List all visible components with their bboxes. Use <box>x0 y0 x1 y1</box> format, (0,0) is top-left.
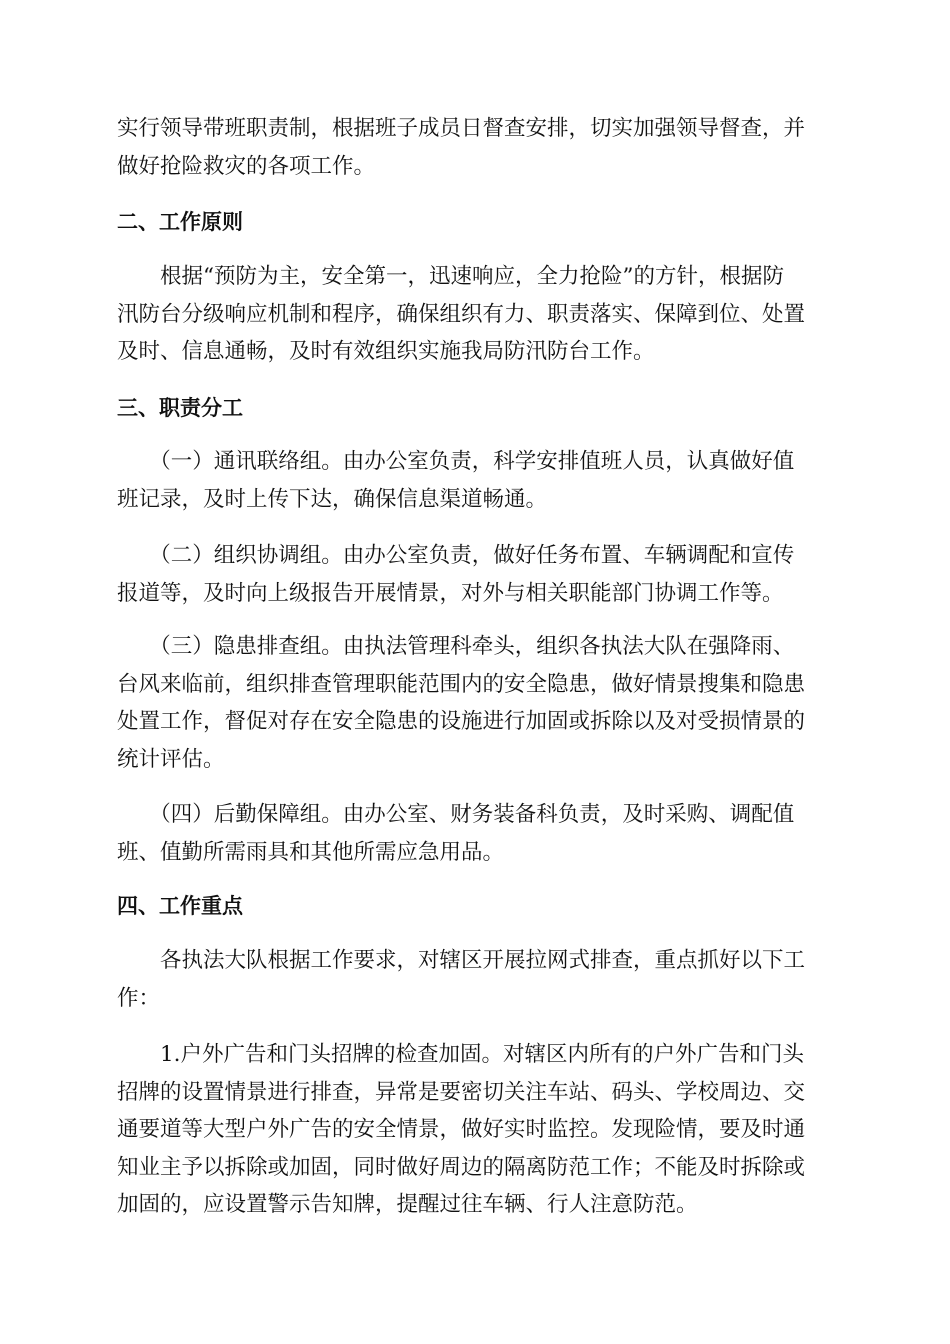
principles-paragraph: 根据“预防为主，安全第一，迅速响应，全力抢险”的方针，根据防 汛防台分级响应机制和程序，确保组织有力、职责落实、保障到位、处置 及时、信息通畅，及时有效组织实施我局防汛防台工作。 <box>117 264 806 364</box>
duty-item-hazard-inspection: （三）隐患排查组。由执法管理科牵头，组织各执法大队在强降雨、 台风来临前，组织排查管理职能范围内的安全隐患，做好情景搜集和隐患 处置工作，督促对存在安全隐患的设施进行加固或拆除以及对受损情景的 统计评估。 <box>117 634 806 772</box>
section-heading-duties: 三、职责分工 <box>117 396 243 420</box>
focus-paragraph: 各执法大队根据工作要求，对辖区开展拉网式排查，重点抓好以下工 作： <box>117 948 806 1011</box>
duty-item-coordination: （二）组织协调组。由办公室负责，做好任务布置、车辆调配和宣传 报道等，及时向上级报告开展情景，对外与相关职能部门协调工作等。 <box>117 543 795 606</box>
intro-paragraph: 实行领导带班职责制，根据班子成员日督查安排，切实加强领导督查，并 做好抢险救灾的各项工作。 <box>117 116 806 179</box>
section-heading-principles: 二、工作原则 <box>117 210 243 234</box>
duty-item-communication: （一）通讯联络组。由办公室负责，科学安排值班人员，认真做好值 班记录，及时上传下达，确保信息渠道畅通。 <box>117 449 795 512</box>
section-heading-focus: 四、工作重点 <box>117 894 243 918</box>
duty-item-logistics: （四）后勤保障组。由办公室、财务装备科负责，及时采购、调配值 班、值勤所需雨具和其他所需应急用品。 <box>117 802 795 865</box>
focus-item-billboards: 1.户外广告和门头招牌的检查加固。对辖区内所有的户外广告和门头 招牌的设置情景进行排查，异常是要密切关注车站、码头、学校周边、交 通要道等大型户外广告的安全情景，做好实时监控。发现险情，要及时通 知业主予以拆除或加固，同时做好周边的隔离防范工作；不能及时拆除或 加固的，应设置警示告知牌，提醒过往车辆、行人注意防范。 <box>117 1042 806 1217</box>
